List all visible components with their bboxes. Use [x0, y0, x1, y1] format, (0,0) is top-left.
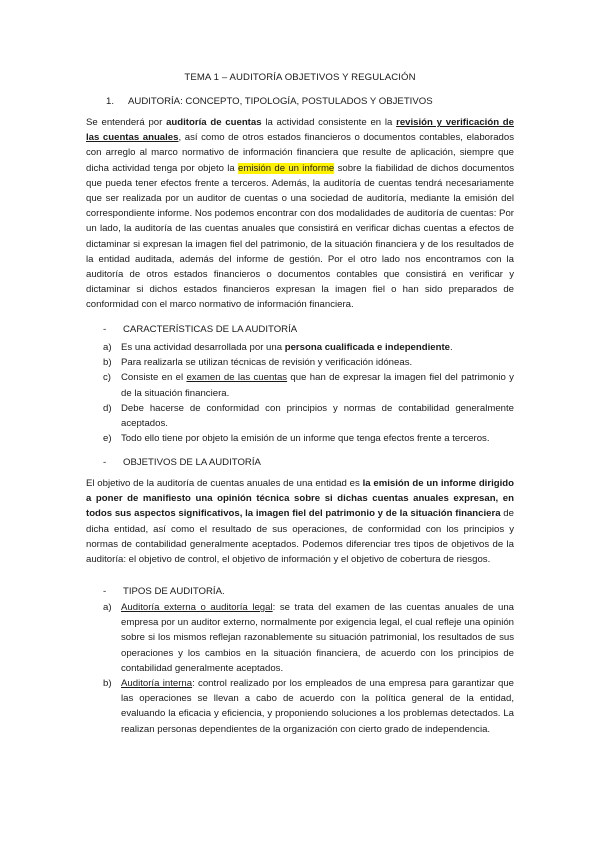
subsection-label: TIPOS DE AUDITORÍA. [123, 586, 225, 597]
bold-term: la emisión de un informe dirigido a poner de manifiesto una opinión técnica sobre si dichas cuentas anuales expresan, en todos sus aspectos significativos, la imagen fiel del patrimonio y de la situación financiera [86, 478, 514, 520]
dash-marker: - [103, 324, 107, 335]
list-item [103, 355, 514, 370]
underlined-term: Auditoría interna [121, 678, 193, 690]
list-letter: c) [103, 372, 111, 384]
text-run: . [450, 342, 453, 353]
text-run: Todo ello tiene por objeto la emisión de un informe que tenga efectos frente a terceros. [121, 433, 490, 445]
document-title: TEMA 1 – AUDITORÍA OBJETIVOS Y REGULACIÓN [184, 72, 416, 83]
dash-marker: - [103, 586, 107, 597]
dash-marker: - [103, 457, 107, 468]
text-run: : control realizado por los empleados de una empresa para garantizar que las operaciones se llevan a cabo de acuerdo con la política general de la entidad, evaluando la eficacia y eficiencia, y proponiendo soluciones a los problemas detectados. La realizan personas dependientes de la organización con cierto grado de independencia. [121, 678, 514, 735]
section-number: 1. [106, 96, 115, 107]
subsection-objetivos [103, 455, 261, 470]
list-item [103, 340, 514, 355]
definition-paragraph [86, 115, 514, 313]
list-letter: a) [103, 602, 112, 613]
subsection-label: CARACTERÍSTICAS DE LA AUDITORÍA [123, 324, 298, 335]
caracteristicas-list [103, 340, 514, 446]
bold-term: auditoría de cuentas [166, 117, 262, 128]
underlined-term: revisión y verificación de las cuentas anuales [86, 117, 515, 144]
text-run: sobre la fiabilidad de dichos documentos que pueda tener efectos frente a terceros. Además, la auditoría de cuentas tendrá necesariamente que ser realizada por un auditor de cuentas o una sociedad de auditoría, mediante la emisión del correspondiente informe. Nos podemos encontrar con dos modalidades de auditoría de cuentas: Por un lado, la auditoría de las cuentas anuales que consistirá en verificar dichas cuentas a efectos de dictaminar si expresan la imagen fiel del patrimonio, de la situación financiera y de los resultados de la entidad auditada, además del informe de gestión. Por el otro lado nos encontramos con la auditoría de otros estados financieros o documentos contables que consistirá en verificar y dictaminar si dichos estados financieros expresan la imagen fiel o han sido preparados de conformidad con el marco normativo de información financiera. [86, 162, 515, 311]
section-heading-1 [106, 94, 433, 109]
bold-term: persona cualificada e independiente [284, 342, 451, 353]
text-run: de dicha entidad, así como el resultado de sus operaciones, de conformidad con los principios y normas de contabilidad generalmente aceptados. Podemos diferenciar tres tipos de objetivos de la auditoría: el objetivo de control, el objetivo de información y el objetivo de cobertura de riesgos. [86, 508, 514, 566]
section-heading-text: AUDITORÍA: CONCEPTO, TIPOLOGÍA, POSTULADOS Y OBJETIVOS [128, 96, 433, 107]
list-letter: d) [103, 402, 112, 414]
list-item [103, 431, 514, 446]
highlighted-term: emisión de un informe [238, 162, 335, 174]
text-run: que han de expresar la imagen fiel del patrimonio y de la situación financiera. [121, 372, 514, 399]
list-letter: b) [103, 678, 112, 690]
list-letter: e) [103, 433, 112, 445]
text-run: Se entenderá por [86, 117, 167, 128]
objetivos-paragraph [86, 476, 514, 567]
list-item [103, 676, 514, 737]
list-item [103, 370, 514, 400]
text-run: , así como de otros estados financieros o documentos contables, elaborados con arreglo al marco normativo de información financiera que resulte de aplicación, siempre que dicha actividad tenga por objeto la [86, 132, 514, 174]
subsection-tipos [103, 584, 225, 599]
list-letter: a) [103, 342, 112, 353]
text-run: El objetivo de la auditoría de cuentas anuales de una entidad es [86, 478, 363, 489]
text-run: la actividad consistente en la [261, 117, 397, 128]
text-run: Es una actividad desarrollada por una [121, 342, 285, 353]
list-letter: b) [103, 357, 112, 369]
text-run: : se trata del examen de las cuentas anuales de una empresa por un auditor externo, normalmente por exigencia legal, el cual refleje una opinión sobre si los mismos reflejan razonablemente su situación patrimonial, los resultados de sus operaciones y los cambios en la situación financiera, de acuerdo con los principios de contabilidad generalmente aceptados. [121, 602, 515, 674]
subsection-label: OBJETIVOS DE LA AUDITORÍA [123, 457, 261, 468]
tipos-list [103, 600, 514, 737]
text-run: Para realizarla se utilizan técnicas de revisión y verificación idóneas. [121, 357, 413, 369]
subsection-caracteristicas [103, 322, 297, 337]
underlined-term: Auditoría externa o auditoría legal [121, 602, 273, 613]
list-item [103, 401, 514, 431]
underlined-term: examen de las cuentas [186, 372, 288, 384]
text-run: Consiste en el [121, 372, 187, 384]
text-run: Debe hacerse de conformidad con principios y normas de contabilidad generalmente aceptados. [121, 402, 514, 430]
list-item [103, 600, 514, 676]
